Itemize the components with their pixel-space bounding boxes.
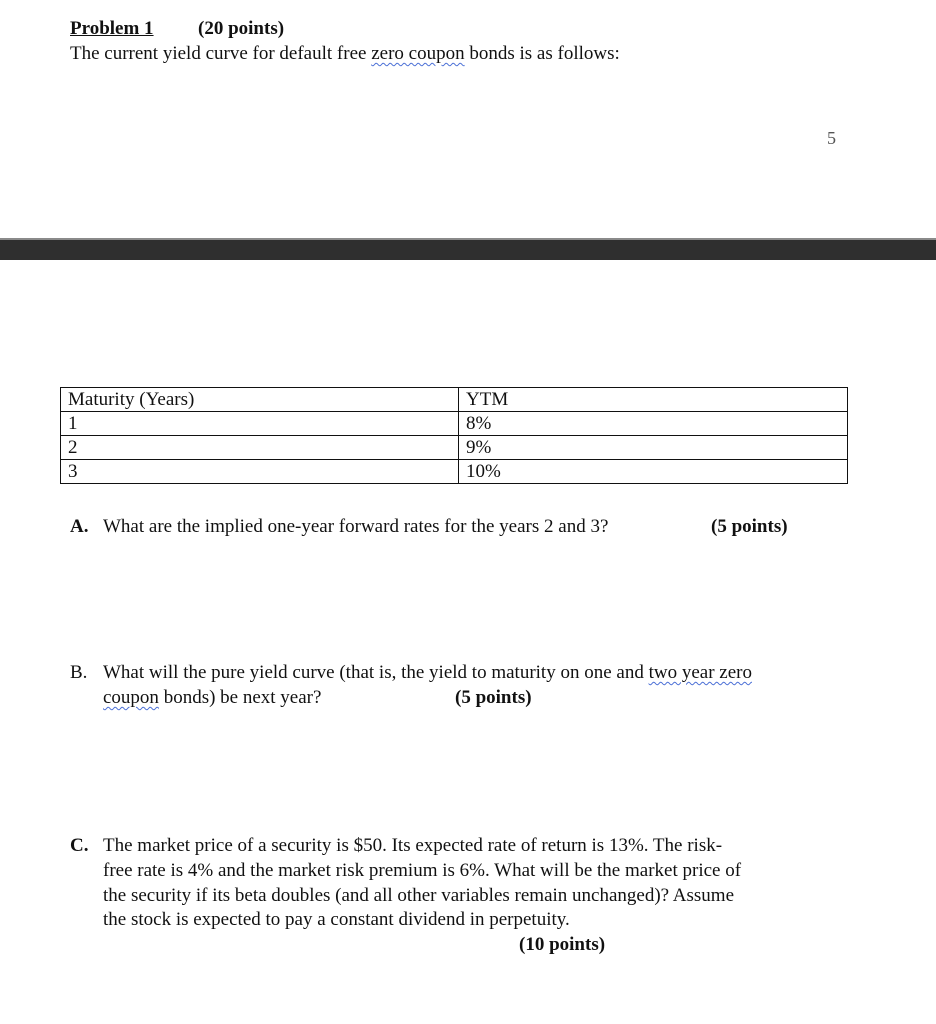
- header-ytm: YTM: [459, 388, 848, 412]
- question-b-line2: [103, 686, 321, 710]
- ytm-cell: 10%: [459, 460, 848, 484]
- question-a: [70, 515, 88, 539]
- question-c-points: (10 points): [519, 934, 606, 955]
- maturity-cell: 3: [61, 460, 459, 484]
- question-b-line1: [103, 661, 752, 685]
- question-c-line1: The market price of a security is $50. Its expected rate of return is 13%. The risk-: [103, 835, 723, 856]
- question-c-line3: the security if its beta doubles (and all other variables remain unchanged)? Assume: [103, 885, 735, 906]
- question-b-points: (5 points): [455, 687, 532, 708]
- table-row: [61, 460, 848, 484]
- question-a-points: (5 points): [711, 516, 788, 537]
- intro-text-pre: The current yield curve for default free: [70, 43, 372, 64]
- table-row: [61, 436, 848, 460]
- question-b-text: What will the pure yield curve (that is, the yield to maturity on one and: [103, 662, 649, 683]
- ytm-cell: 8%: [459, 412, 848, 436]
- question-a-label: A.: [70, 516, 89, 537]
- intro-zero-coupon-link: zero coupon: [371, 43, 465, 64]
- header-maturity: Maturity (Years): [61, 388, 459, 412]
- problem-title: Problem 1: [70, 18, 154, 39]
- problem-points: (20 points): [198, 18, 285, 39]
- question-a-text: What are the implied one-year forward rates for the years 2 and 3?: [103, 516, 609, 537]
- question-b-label: B.: [70, 662, 88, 683]
- ytm-cell: 9%: [459, 436, 848, 460]
- question-b-two-year-zero-link: two year zero: [648, 662, 752, 683]
- page-break-bar: [0, 238, 936, 260]
- maturity-cell: 1: [61, 412, 459, 436]
- question-b-text-post: bonds) be next year?: [158, 687, 322, 708]
- question-b-coupon-link: coupon: [103, 687, 159, 708]
- maturity-cell: 2: [61, 436, 459, 460]
- question-c-label: C.: [70, 835, 89, 856]
- intro-text: [70, 43, 620, 65]
- table-row: [61, 412, 848, 436]
- question-c-line4: the stock is expected to pay a constant dividend in perpetuity.: [103, 909, 570, 930]
- intro-text-post: bonds is as follows:: [464, 43, 620, 64]
- yield-curve-table: [60, 387, 848, 484]
- table-header-row: [61, 388, 848, 412]
- page-number: 5: [827, 128, 836, 148]
- question-c-line2: free rate is 4% and the market risk premium is 6%. What will be the market price of: [103, 860, 742, 881]
